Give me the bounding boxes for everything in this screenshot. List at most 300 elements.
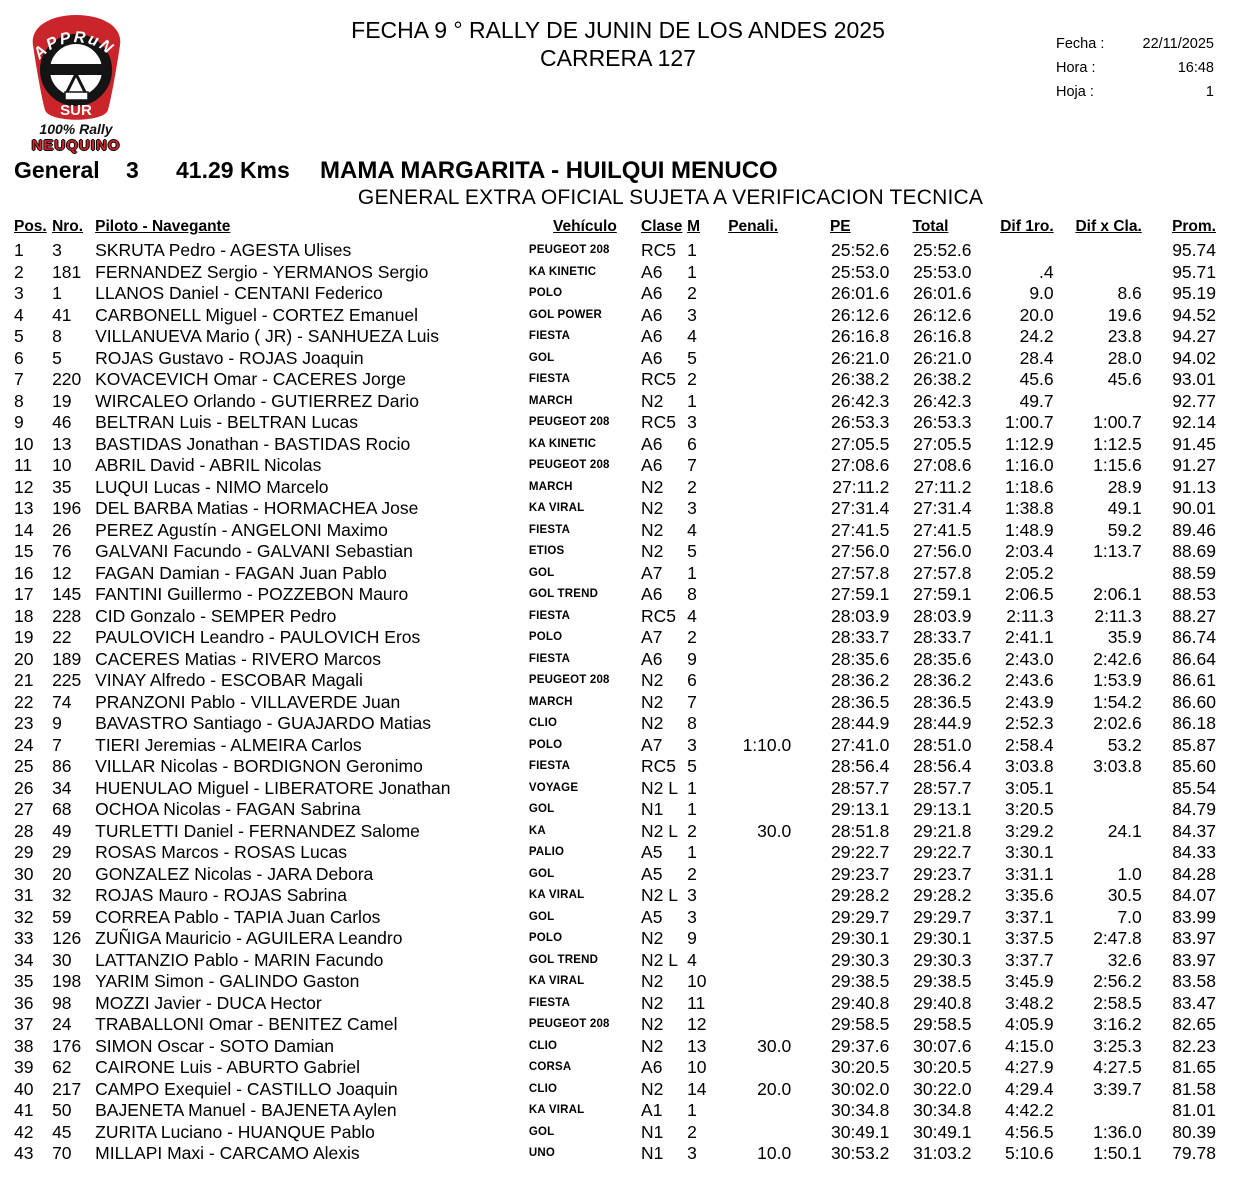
cell-crew: FERNANDEZ Sergio - YERMANOS Sergio: [95, 261, 429, 282]
cell-prom: 84.07: [1172, 885, 1216, 905]
table-row: [14, 326, 1216, 348]
cell-dif-1ro: 4:27.9: [1004, 1057, 1054, 1077]
table-row: [14, 885, 1216, 907]
cell-clase: A6: [641, 433, 663, 454]
cell-pos: 21: [14, 670, 34, 690]
cell-penali: [715, 713, 791, 735]
cell-dif-1ro: 3:37.7: [1004, 949, 1054, 970]
cell-clase: N2 L: [641, 885, 678, 905]
cell-prom: 83.99: [1172, 906, 1216, 927]
table-row: [14, 692, 1216, 714]
stage-distance: 41.29 Kms: [176, 157, 290, 183]
cell-vehicle: GOL POWER: [528, 308, 602, 321]
cell-pos: 22: [14, 691, 34, 712]
info-hora-label: Hora :: [1056, 60, 1096, 76]
table-row: [14, 1036, 1216, 1058]
cell-dif-x-cla: 1:36.0: [1093, 1121, 1142, 1142]
cell-pe: 29:30.1: [831, 928, 890, 948]
cell-m: 2: [687, 1121, 697, 1142]
cell-nro: 196: [52, 498, 82, 518]
cell-m: 1: [687, 777, 697, 798]
cell-penali: [715, 305, 791, 327]
cell-pos: 20: [14, 648, 34, 669]
cell-pos: 7: [14, 369, 24, 389]
cell-pe: 27:31.4: [831, 498, 890, 518]
cell-penali: [715, 326, 791, 348]
cell-nro: 32: [52, 885, 72, 905]
cell-dif-x-cla: [1054, 563, 1142, 585]
cell-nro: 50: [52, 1100, 72, 1120]
cell-pe: 28:44.9: [831, 713, 890, 733]
cell-prom: 84.37: [1172, 820, 1216, 841]
cell-penali: [715, 1014, 791, 1036]
cell-m: 5: [687, 541, 697, 561]
cell-pos: 19: [14, 627, 34, 647]
cell-crew: ZUÑIGA Mauricio - AGUILERA Leandro: [95, 928, 403, 948]
cell-clase: RC5: [641, 412, 677, 432]
cell-vehicle: ETIOS: [528, 545, 565, 557]
cell-pe: 29:37.6: [831, 1035, 890, 1056]
cell-prom: 84.33: [1172, 842, 1216, 862]
cell-clase: RC5: [641, 240, 677, 260]
cell-m: 1: [687, 240, 697, 260]
cell-vehicle: FIESTA: [528, 760, 571, 772]
table-row: [14, 1122, 1216, 1144]
cell-total: 26:38.2: [913, 369, 972, 389]
cell-dif-1ro: 28.4: [1019, 347, 1054, 368]
cell-prom: 85.54: [1172, 777, 1216, 798]
cell-nro: 9: [52, 713, 62, 733]
cell-pos: 12: [14, 476, 34, 497]
cell-pos: 5: [14, 326, 24, 346]
cell-crew: GONZALEZ Nicolas - JARA Debora: [95, 863, 374, 884]
cell-crew: VILLAR Nicolas - BORDIGNON Geronimo: [95, 756, 423, 776]
cell-vehicle: PALIO: [528, 846, 565, 858]
cell-m: 7: [687, 691, 697, 712]
cell-prom: 86.74: [1172, 627, 1216, 647]
cell-dif-x-cla: 32.6: [1107, 949, 1142, 970]
cell-nro: 46: [52, 412, 72, 432]
table-row: [14, 1143, 1216, 1165]
cell-dif-1ro: 1:38.8: [1004, 498, 1054, 518]
cell-nro: 7: [52, 734, 62, 755]
cell-pe: 30:02.0: [831, 1078, 890, 1099]
info-hoja-value: 1: [1205, 84, 1214, 100]
cell-crew: CACERES Matias - RIVERO Marcos: [95, 648, 382, 669]
cell-m: 1: [687, 562, 697, 583]
cell-dif-x-cla: [1054, 240, 1142, 262]
cell-clase: A5: [641, 906, 663, 927]
cell-penali: [715, 1057, 791, 1079]
cell-dif-x-cla: 1:54.2: [1093, 691, 1142, 712]
results-table: [14, 218, 1216, 1165]
cell-pos: 33: [14, 928, 34, 948]
cell-vehicle: GOL: [528, 867, 555, 880]
cell-penali: [715, 670, 791, 692]
cell-prom: 85.60: [1172, 756, 1216, 776]
cell-nro: 74: [52, 691, 72, 712]
table-row: [14, 971, 1216, 993]
cell-pos: 31: [14, 885, 34, 905]
cell-clase: A7: [641, 627, 663, 647]
cell-m: 6: [687, 433, 697, 454]
cell-dif-1ro: 4:42.2: [1004, 1100, 1054, 1120]
cell-vehicle: POLO: [528, 631, 563, 643]
cell-nro: 49: [52, 820, 72, 841]
cell-nro: 8: [52, 326, 62, 346]
cell-prom: 86.60: [1172, 691, 1216, 712]
cell-vehicle: FIESTA: [528, 523, 571, 536]
cell-clase: A7: [641, 562, 663, 583]
cell-penali: [715, 1122, 791, 1144]
cell-dif-x-cla: 1:50.1: [1093, 1143, 1142, 1163]
cell-total: 30:20.5: [913, 1057, 972, 1077]
cell-nro: 24: [52, 1014, 72, 1034]
cell-pos: 23: [14, 713, 34, 733]
cell-vehicle: MARCH: [528, 695, 573, 708]
table-row: [14, 799, 1216, 821]
col-pe: PE: [829, 218, 851, 235]
cell-nro: 68: [52, 799, 72, 819]
table-row: [14, 391, 1216, 413]
cell-pe: 25:53.0: [831, 261, 890, 282]
print-info: [1056, 32, 1214, 104]
cell-pe: 29:28.2: [831, 885, 890, 905]
cell-dif-x-cla: 1:00.7: [1093, 412, 1142, 432]
cell-prom: 92.77: [1172, 390, 1216, 411]
cell-dif-1ro: 3:30.1: [1004, 842, 1054, 862]
cell-nro: 62: [52, 1057, 72, 1077]
cell-penali: [715, 520, 791, 542]
cell-vehicle: FIESTA: [528, 330, 571, 342]
table-row: [14, 1014, 1216, 1036]
cell-pos: 11: [14, 455, 33, 475]
table-row: [14, 584, 1216, 606]
cell-nro: 45: [52, 1121, 72, 1142]
cell-pos: 30: [14, 863, 34, 884]
cell-dif-1ro: 49.7: [1019, 390, 1054, 411]
cell-dif-x-cla: 3:39.7: [1093, 1078, 1142, 1099]
cell-dif-1ro: 3:48.2: [1004, 992, 1054, 1013]
cell-m: 3: [687, 734, 697, 755]
cell-m: 1: [687, 1100, 697, 1120]
cell-penali: [715, 778, 791, 800]
cell-crew: PRANZONI Pablo - VILLAVERDE Juan: [95, 691, 401, 712]
cell-prom: 88.27: [1172, 605, 1216, 626]
cell-nro: 26: [52, 519, 72, 540]
cell-clase: N2 L: [641, 777, 678, 798]
cell-dif-x-cla: [1054, 778, 1142, 800]
cell-dif-x-cla: 7.0: [1117, 906, 1142, 927]
table-row: [14, 713, 1216, 735]
cell-total: 30:49.1: [913, 1121, 972, 1142]
cell-dif-x-cla: 1:53.9: [1093, 670, 1142, 690]
cell-vehicle: PEUGEOT 208: [528, 416, 610, 428]
cell-crew: CARBONELL Miguel - CORTEZ Emanuel: [95, 304, 419, 325]
cell-crew: FANTINI Guillermo - POZZEBON Mauro: [95, 584, 409, 604]
cell-penali: [715, 842, 791, 864]
cell-prom: 93.01: [1172, 369, 1216, 389]
cell-vehicle: KA KINETIC: [528, 265, 597, 278]
cell-vehicle: MARCH: [528, 394, 573, 407]
col-vehiculo: Vehículo: [553, 218, 617, 235]
results-table-wrap: [14, 218, 1216, 1165]
cell-clase: N1: [641, 799, 664, 819]
cell-nro: 76: [52, 541, 72, 561]
cell-crew: CORREA Pablo - TAPIA Juan Carlos: [95, 906, 381, 927]
info-fecha-value: 22/11/2025: [1142, 36, 1214, 52]
info-fecha: [1056, 32, 1214, 56]
cell-clase: A6: [641, 648, 663, 669]
cell-dif-x-cla: 28.0: [1107, 347, 1142, 368]
cell-dif-x-cla: 59.2: [1107, 519, 1142, 540]
cell-pos: 35: [14, 971, 34, 991]
table-row: [14, 240, 1216, 262]
table-row: [14, 756, 1216, 778]
cell-prom: 86.18: [1172, 713, 1216, 733]
cell-vehicle: FIESTA: [528, 373, 571, 385]
cell-dif-x-cla: 2:42.6: [1093, 648, 1142, 669]
cell-prom: 91.27: [1172, 455, 1216, 475]
cell-pe: 29:30.3: [831, 949, 890, 970]
cell-dif-x-cla: 30.5: [1107, 885, 1142, 905]
cell-total: 29:29.7: [913, 906, 972, 927]
cell-pe: 27:11.2: [832, 476, 890, 497]
cell-penali: [715, 928, 791, 950]
cell-dif-1ro: 2:52.3: [1004, 713, 1054, 733]
cell-pe: 27:08.6: [831, 455, 890, 475]
cell-vehicle: KA KINETIC: [528, 437, 597, 450]
cell-prom: 91.45: [1172, 433, 1216, 454]
cell-crew: CAMPO Exequiel - CASTILLO Joaquin: [95, 1078, 398, 1099]
cell-crew: VINAY Alfredo - ESCOBAR Magali: [95, 670, 363, 690]
table-row: [14, 283, 1216, 305]
cell-total: 27:08.6: [913, 455, 972, 475]
cell-total: 29:58.5: [913, 1014, 972, 1034]
cell-crew: GALVANI Facundo - GALVANI Sebastian: [95, 541, 413, 561]
cell-dif-x-cla: [1054, 391, 1142, 413]
cell-penali: [715, 477, 791, 499]
table-row: [14, 455, 1216, 477]
cell-dif-x-cla: 3:25.3: [1093, 1035, 1142, 1056]
cell-pe: 27:59.1: [831, 584, 890, 604]
table-row: [14, 541, 1216, 563]
cell-crew: BASTIDAS Jonathan - BASTIDAS Rocio: [95, 433, 411, 454]
event-title-line2: CARRERA 127: [540, 45, 696, 71]
cell-pos: 41: [14, 1100, 34, 1120]
cell-prom: 81.65: [1172, 1057, 1216, 1077]
cell-total: 29:40.8: [913, 992, 972, 1013]
cell-vehicle: PEUGEOT 208: [528, 459, 610, 471]
cell-penali: [715, 369, 791, 391]
cell-dif-x-cla: 1:15.6: [1093, 455, 1142, 475]
cell-penali: [715, 950, 791, 972]
cell-clase: N2: [641, 971, 664, 991]
cell-clase: N1: [641, 1143, 664, 1163]
cell-pe: 27:41.0: [831, 734, 890, 755]
cell-crew: PAULOVICH Leandro - PAULOVICH Eros: [95, 627, 421, 647]
cell-vehicle: VOYAGE: [528, 781, 579, 794]
cell-dif-x-cla: 35.9: [1107, 627, 1142, 647]
cell-dif-x-cla: [1054, 799, 1142, 821]
cell-prom: 95.74: [1172, 240, 1216, 260]
info-hoja-label: Hoja :: [1056, 84, 1094, 100]
cell-pe: 30:20.5: [831, 1057, 890, 1077]
cell-dif-x-cla: 8.6: [1117, 283, 1142, 303]
cell-crew: PEREZ Agustín - ANGELONI Maximo: [95, 519, 388, 540]
cell-pe: 27:41.5: [831, 519, 890, 540]
cell-m: 10: [687, 971, 707, 991]
cell-crew: MOZZI Javier - DUCA Hector: [95, 992, 322, 1013]
cell-dif-1ro: 3:37.1: [1004, 906, 1054, 927]
cell-vehicle: KA: [528, 824, 546, 837]
cell-pos: 28: [14, 820, 34, 841]
cell-pos: 10: [14, 433, 34, 454]
cell-clase: A1: [641, 1100, 663, 1120]
cell-pos: 13: [14, 498, 34, 518]
col-pos: Pos.: [14, 218, 47, 235]
table-row: [14, 1057, 1216, 1079]
cell-crew: SIMON Oscar - SOTO Damian: [95, 1035, 335, 1056]
table-row: [14, 993, 1216, 1015]
cell-total: 29:23.7: [913, 863, 972, 884]
cell-total: 27:59.1: [913, 584, 972, 604]
cell-pos: 34: [14, 949, 34, 970]
cell-vehicle: CLIO: [528, 717, 558, 729]
cell-clase: N2: [641, 1014, 664, 1034]
cell-total: 28:35.6: [913, 648, 972, 669]
svg-text:APPRuN: APPRuN: [29, 28, 117, 63]
cell-m: 2: [687, 476, 697, 497]
cell-m: 3: [687, 498, 697, 518]
cell-clase: N2: [641, 498, 664, 518]
col-clase: Clase: [641, 218, 683, 235]
cell-m: 2: [687, 283, 697, 303]
cell-m: 3: [687, 1143, 697, 1163]
cell-pe: 26:16.8: [831, 326, 890, 346]
cell-prom: 83.47: [1172, 992, 1216, 1013]
results-tbody: [14, 240, 1216, 1165]
cell-nro: 70: [52, 1143, 72, 1163]
cell-vehicle: GOL TREND: [528, 588, 599, 600]
cell-total: 27:56.0: [913, 541, 972, 561]
cell-clase: A6: [641, 584, 663, 604]
cell-m: 2: [687, 820, 697, 841]
cell-nro: 98: [52, 992, 72, 1013]
cell-pos: 37: [14, 1014, 34, 1034]
cell-nro: 59: [52, 906, 72, 927]
cell-prom: 95.71: [1172, 261, 1216, 282]
table-row: [14, 606, 1216, 628]
cell-penali: 30.0: [757, 1035, 792, 1056]
cell-clase: N2: [641, 541, 664, 561]
cell-nro: 12: [52, 562, 72, 583]
cell-pe: 28:56.4: [831, 756, 890, 776]
cell-dif-1ro: 4:05.9: [1004, 1014, 1054, 1034]
cell-total: 29:22.7: [913, 842, 972, 862]
cell-total: 27:11.2: [914, 476, 972, 497]
cell-m: 2: [687, 627, 697, 647]
cell-dif-1ro: 3:37.5: [1004, 928, 1054, 948]
cell-vehicle: FIESTA: [528, 652, 571, 665]
cell-nro: 41: [52, 304, 72, 325]
cell-clase: A6: [641, 261, 663, 282]
cell-clase: A6: [641, 283, 663, 303]
cell-penali: [715, 455, 791, 477]
cell-dif-x-cla: 2:58.5: [1093, 992, 1142, 1013]
cell-clase: N2: [641, 691, 664, 712]
cell-penali: [715, 627, 791, 649]
cell-vehicle: CLIO: [528, 1039, 558, 1052]
event-title: [0, 16, 1236, 72]
cell-vehicle: GOL: [528, 803, 555, 815]
cell-vehicle: POLO: [528, 932, 563, 944]
cell-crew: SKRUTA Pedro - AGESTA Ulises: [95, 240, 352, 260]
cell-pe: 27:57.8: [831, 562, 890, 583]
cell-m: 1: [687, 390, 697, 411]
cell-pos: 32: [14, 906, 34, 927]
table-row: [14, 928, 1216, 950]
cell-m: 9: [687, 648, 697, 669]
cell-dif-1ro: 2:43.9: [1004, 691, 1054, 712]
cell-m: 2: [687, 863, 697, 884]
cell-pos: 42: [14, 1121, 34, 1142]
cell-pos: 39: [14, 1057, 34, 1077]
table-row: [14, 627, 1216, 649]
col-m: M: [687, 218, 700, 235]
cell-pos: 40: [14, 1078, 34, 1099]
cell-dif-x-cla: 45.6: [1107, 369, 1142, 389]
cell-m: 6: [687, 670, 697, 690]
table-row: [14, 305, 1216, 327]
cell-dif-1ro: 3:29.2: [1004, 820, 1054, 841]
cell-nro: 126: [52, 928, 82, 948]
col-piloto-navegante: Piloto - Navegante: [95, 218, 231, 235]
cell-prom: 86.64: [1172, 648, 1216, 669]
table-row: [14, 262, 1216, 284]
cell-penali: [715, 412, 791, 434]
cell-vehicle: CORSA: [528, 1061, 572, 1073]
cell-pe: 29:40.8: [831, 992, 890, 1013]
cell-vehicle: CLIO: [528, 1082, 558, 1095]
cell-pos: 4: [14, 304, 24, 325]
cell-clase: A7: [641, 734, 663, 755]
cell-dif-x-cla: 28.9: [1107, 476, 1142, 497]
cell-penali: 1:10.0: [742, 734, 792, 755]
cell-dif-1ro: 2:05.2: [1004, 562, 1054, 583]
cell-prom: 79.78: [1172, 1143, 1216, 1163]
cell-prom: 83.97: [1172, 949, 1216, 970]
cell-dif-1ro: [972, 240, 1054, 262]
cell-dif-x-cla: [1054, 262, 1142, 284]
cell-dif-1ro: 1:12.9: [1004, 433, 1054, 454]
cell-pe: 26:12.6: [831, 304, 890, 325]
cell-dif-1ro: 3:45.9: [1004, 971, 1054, 991]
cell-prom: 84.79: [1172, 799, 1216, 819]
cell-pos: 9: [14, 412, 24, 432]
cell-prom: 88.59: [1172, 562, 1216, 583]
cell-total: 27:31.4: [913, 498, 972, 518]
cell-dif-1ro: 3:20.5: [1004, 799, 1054, 819]
cell-dif-x-cla: 19.6: [1107, 304, 1142, 325]
cell-vehicle: UNO: [528, 1147, 555, 1159]
cell-penali: [715, 864, 791, 886]
cell-crew: FAGAN Damian - FAGAN Juan Pablo: [95, 562, 387, 583]
cell-nro: 176: [52, 1035, 82, 1056]
cell-crew: LUQUI Lucas - NIMO Marcelo: [95, 476, 329, 497]
table-row: [14, 498, 1216, 520]
table-row: [14, 821, 1216, 843]
